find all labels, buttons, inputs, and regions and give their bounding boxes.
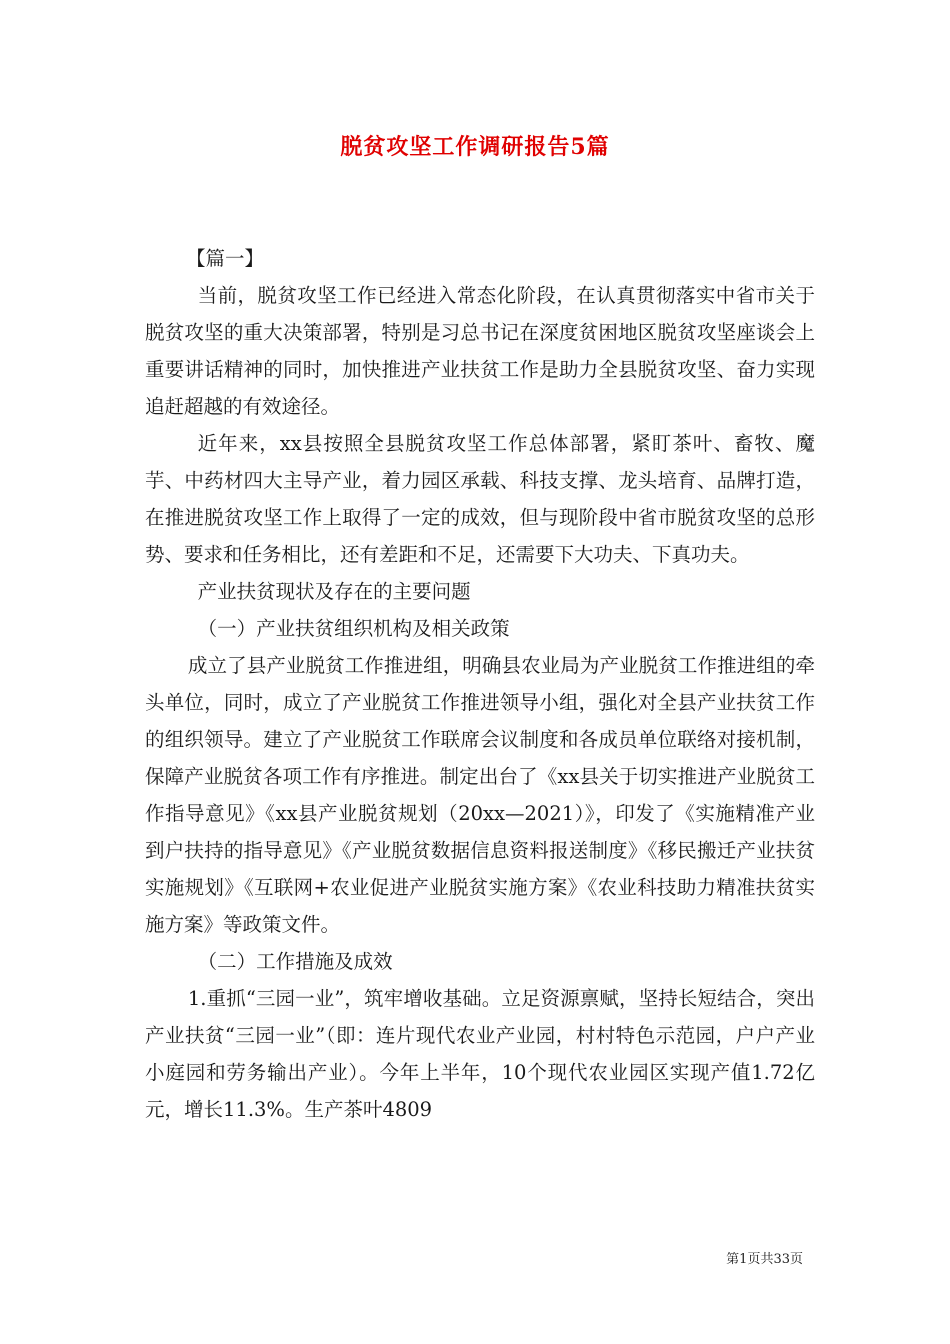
page-number: 第1页共33页 (726, 1252, 803, 1267)
document-body (145, 240, 815, 1128)
paragraph-recent-years: 近年来，xx县按照全县脱贫攻坚工作总体部署，紧盯茶叶、畜牧、魔芋、中药材四大主导产业，着力园区承载、科技支撑、龙头培育、品牌打造，在推进脱贫攻坚工作上取得了一定的成效，但与现阶段中省市脱贫攻坚的总形势、要求和任务相比，还有差距和不足，还需要下大功夫、下真功夫。 (145, 432, 815, 566)
heading-measures: （二）工作措施及成效 (197, 950, 393, 973)
document-title: 脱贫攻坚工作调研报告5篇 (340, 134, 610, 160)
paragraph-intro: 当前，脱贫攻坚工作已经进入常态化阶段，在认真贯彻落实中省市关于脱贫攻坚的重大决策部署，特别是习总书记在深度贫困地区脱贫攻坚座谈会上重要讲话精神的同时，加快推进产业扶贫工作是助力全县脱贫攻坚、奋力实现追赶超越的有效途径。 (145, 284, 815, 418)
paragraph-measures: 1.重抓“三园一业”，筑牢增收基础。立足资源禀赋，坚持长短结合，突出产业扶贫“三园一业”（即：连片现代农业产业园，村村特色示范园，户户产业小庭园和劳务输出产业）。今年上半年，10个现代农业园区实现产值1.72亿元，增长11.3%。生产茶叶4809 (145, 987, 815, 1121)
section-label: 【篇一】 (185, 247, 264, 270)
heading-main: 产业扶贫现状及存在的主要问题 (197, 580, 471, 603)
heading-organization: （一）产业扶贫组织机构及相关政策 (197, 617, 510, 640)
paragraph-organization: 成立了县产业脱贫工作推进组，明确县农业局为产业脱贫工作推进组的牵头单位，同时，成立了产业脱贫工作推进领导小组，强化对全县产业扶贫工作的组织领导。建立了产业脱贫工作联席会议制度和各成员单位联络对接机制，保障产业脱贫各项工作有序推进。制定出台了《xx县关于切实推进产业脱贫工作指导意见》《xx县产业脱贫规划（20xx—2021）》，印发了《实施精准产业到户扶持的指导意见》《产业脱贫数据信息资料报送制度》《移民搬迁产业扶贫实施规划》《互联网+农业促进产业脱贫实施方案》《农业科技助力精准扶贫实施方案》等政策文件。 (145, 654, 815, 936)
